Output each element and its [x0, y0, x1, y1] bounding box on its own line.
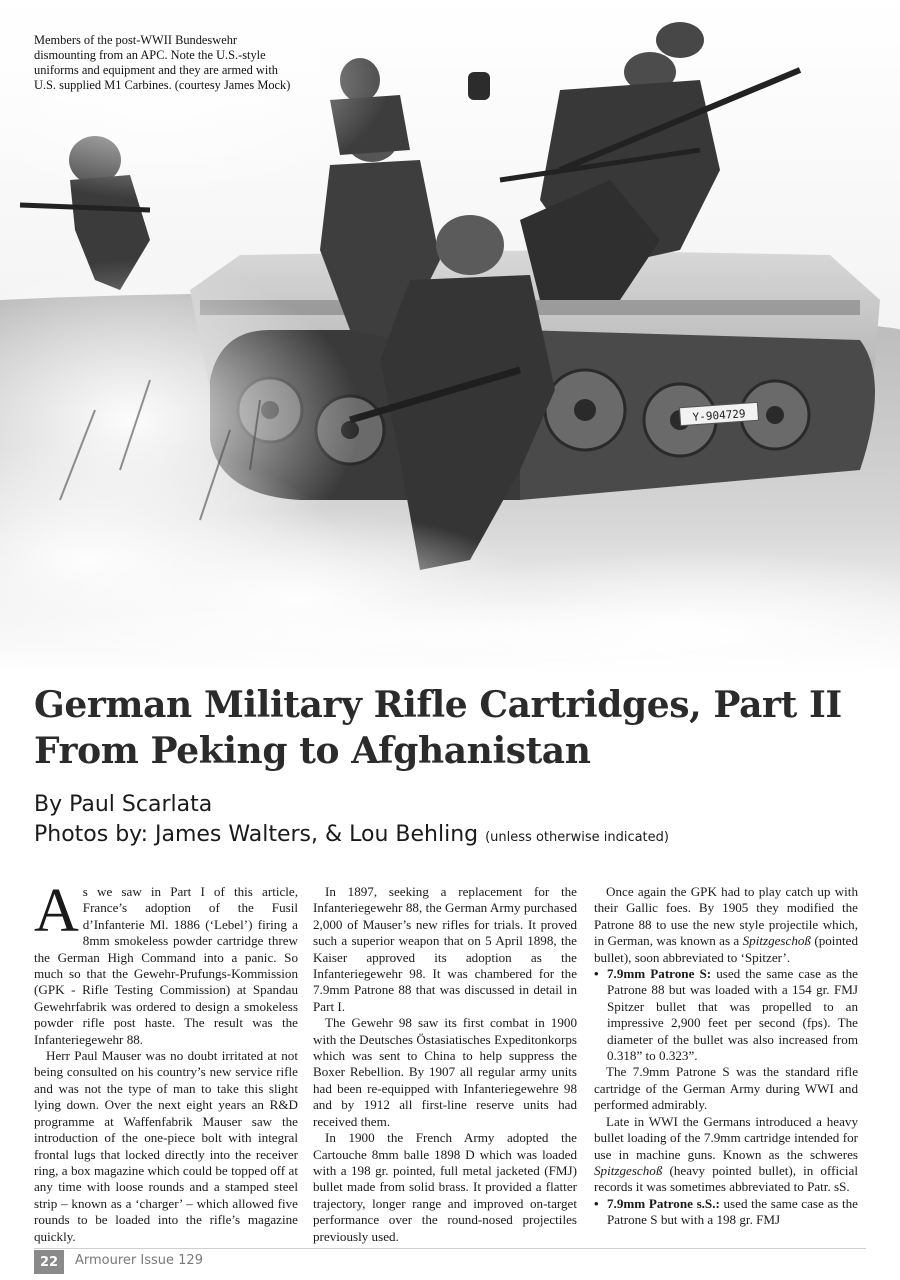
- photo-credit-line: [34, 820, 874, 853]
- page-number: 22: [34, 1250, 64, 1274]
- bullet-body: used the same case as the Patrone 88 but was loaded with a 154 gr. FMJ Spitzer bullet that was propelled to an impressive 2,900 feet per second (fps). The diameter of the bullet was also increased from 0.318” to 0.323”.: [607, 966, 858, 1064]
- body-column-3: [594, 884, 858, 1229]
- paragraph: The Gewehr 98 saw its first combat in 1900 with the Deutsches Östasiatisches Expeditonkorps which was sent to China to help suppress the Boxer Rebellion. By 1907 all regular army units had been re-equipped with Infanteriegewehre 98 and by 1912 all first-line reserve units had received them.: [313, 1015, 577, 1129]
- bullet-icon: •: [594, 966, 599, 982]
- bullet-item: [594, 1196, 858, 1229]
- paragraph: Herr Paul Mauser was no doubt irritated at not being consulted on his country’s new service rifle and was not the type of man to take this slight lying down. Over the next eight years an R&D programme at Waffenfabrik Mauser saw the introduction of the one-piece bolt with integral frontal lugs that locked directly into the receiver ring, a box magazine which could be topped off at any time with loose rounds and a stamped steel strip – known as a ‘charger’ – which allowed five rounds to be loaded into the rifle’s magazine quickly.: [34, 1048, 298, 1244]
- bullet-text: [607, 1196, 858, 1229]
- paragraph: In 1897, seeking a replacement for the Infanteriegewehr 88, the German Army purchased 2,000 of Mauser’s new rifles for trials. It proved such a superior weapon that on 5 April 1898, the Kaiser approved its adoption as the Infanteriegewehr 98. It was chambered for the 7.9mm Patrone 88 that was discussed in detail in Part I.: [313, 884, 577, 1014]
- title-line-1: German Military Rifle Cartridges, Part II: [34, 684, 842, 726]
- bullet-label: 7.9mm Patrone s.S.:: [607, 1195, 720, 1211]
- author-line: By Paul Scarlata: [34, 792, 213, 817]
- article-title: [34, 682, 874, 774]
- byline: [34, 790, 874, 853]
- paragraph-text: Once again the GPK had to play catch up with their Gallic foes. By 1905 they modified the Patrone 88 to use the new style projectile which, in German, was known as a: [594, 884, 858, 949]
- photo-credit: Photos by: James Walters, & Lou Behling: [34, 822, 479, 847]
- body-column-2: [313, 884, 577, 1245]
- photo-credit-note: (unless otherwise indicated): [485, 830, 669, 845]
- title-line-2: From Peking to Afghanistan: [34, 730, 591, 772]
- bullet-icon: •: [594, 1195, 599, 1211]
- drop-cap: A: [34, 877, 79, 945]
- italic-term: Spitzgeschoß: [594, 1162, 663, 1178]
- paragraph-text: (heavy pointed bullet), in official records it was sometimes abbreviated to Patr. sS.: [594, 1162, 858, 1195]
- bullet-item: [594, 966, 858, 1064]
- issue-label: Armourer Issue 129: [75, 1253, 203, 1268]
- bullet-body: used the same case as the Patrone S but with a 198 gr. FMJ: [607, 1195, 858, 1228]
- paragraph-text: Late in WWI the Germans introduced a heavy bullet loading of the 7.9mm cartridge intended for use in machine guns. Known as the schweres: [594, 1113, 858, 1162]
- bullet-text: [607, 966, 858, 1064]
- paragraph: The 7.9mm Patrone S was the standard rifle cartridge of the German Army during WWI and performed admirably.: [594, 1064, 858, 1113]
- paragraph: In 1900 the French Army adopted the Cartouche 8mm balle 1898 D which was loaded with a 198 gr. pointed, full metal jacketed (FMJ) bullet made from solid brass. It provided a flatter trajectory, longer range and improved on-target performance over the round-nosed projectiles previously used.: [313, 1130, 577, 1244]
- italic-term: Spitzgeschoß: [742, 933, 811, 949]
- footer-divider: [34, 1248, 866, 1249]
- paragraph: [594, 884, 858, 966]
- paragraph: [34, 877, 298, 1048]
- vehicle-plate: Y-904729: [692, 407, 746, 424]
- paragraph-text: s we saw in Part I of this article, France’s adoption of the Fusil d’Infanterie Ml. 1886 (‘Lebel’) firing a 8mm smokeless powder cartridge threw the German High Command into a panic. So much so that the Gewehr-Prufungs-Kommission (GPK - Rifle Testing Commission) at Spandau Gewehrfabrik was ordered to design a smokeless powder rifle post haste. The result was the Infanteriegewehr 88.: [34, 884, 298, 1047]
- paragraph: [594, 1114, 858, 1196]
- photo-caption: Members of the post-WWII Bundeswehr dismounting from an APC. Note the U.S.-style uniforms and equipment and they are armed with U.S. supplied M1 Carbines. (courtesy James Mock): [34, 33, 291, 92]
- body-column-1: [34, 877, 298, 1245]
- paragraph-text: (pointed bullet), soon abbreviated to ‘Spitzer’.: [594, 933, 858, 965]
- bullet-label: 7.9mm Patrone S:: [607, 966, 712, 982]
